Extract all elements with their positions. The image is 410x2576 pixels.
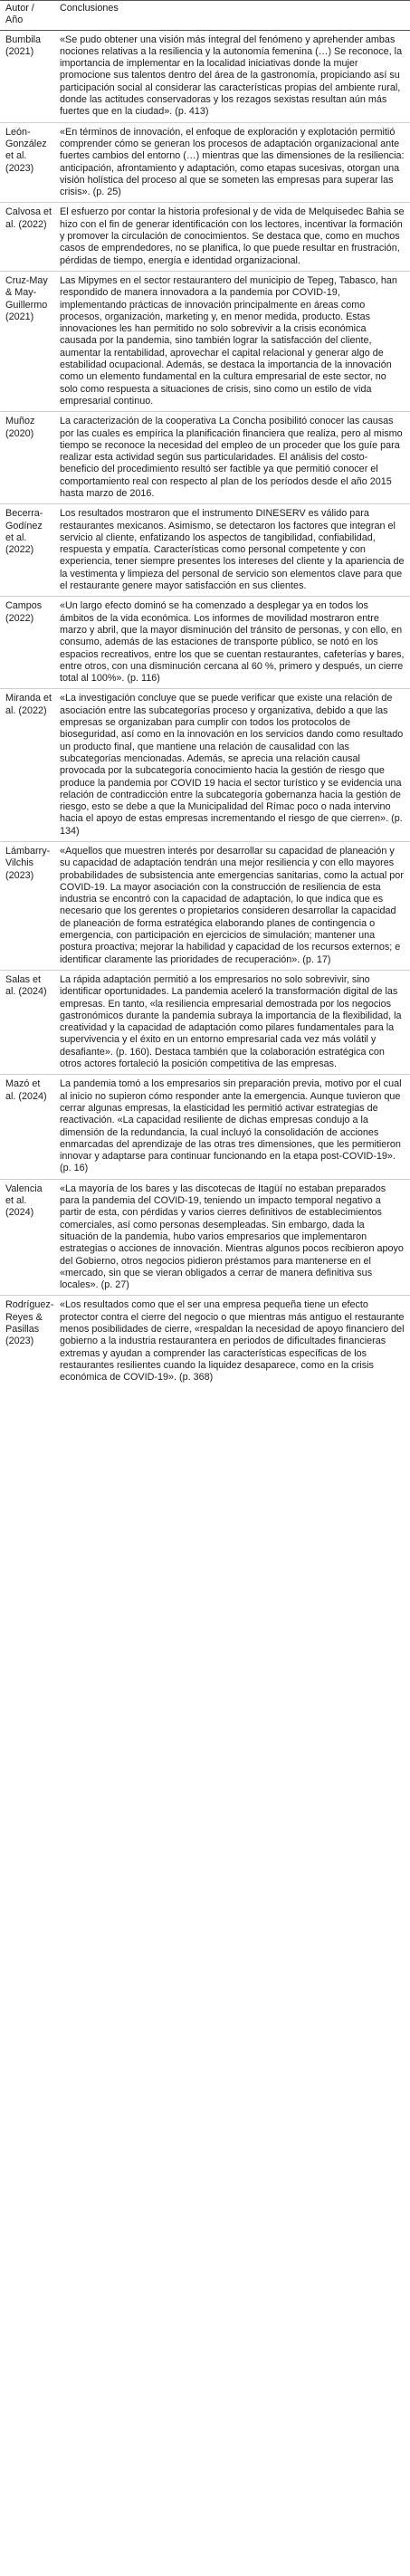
table-row: [0, 30, 410, 122]
table-row: [0, 1179, 410, 1296]
row-author: Becerra-Godínez et al. (2022): [0, 504, 54, 597]
table-row: [0, 597, 410, 689]
table-header-row: [0, 1, 410, 31]
row-conclusion: Las Mipymes en el sector restaurantero del municipio de Tepeg, Tabasco, han respondido de manera innovadora a la pandemia por COVID-19, implementando prácticas de innovación principalmente en áreas como procesos, organización, marketing y, en menor medida, producto. Estas innovaciones les han permitido no solo sobrevivir a la crisis económica causada por la pandemia, sino también lograr la satisfacción del cliente, aumentar la rentabilidad, aprovechar el capital relacional y generar algo de estabilidad ocupacional. Además, se destaca la importancia de la innovación como un elemento fundamental en la cultura empresarial de este sector, no solo como respuesta a situaciones de crisis, sino como un estilo de vida empresarial continuo.: [54, 271, 410, 411]
table-row: [0, 970, 410, 1074]
row-author: Calvosa et al. (2022): [0, 203, 54, 271]
table-row: [0, 1296, 410, 1388]
table-row: [0, 203, 410, 271]
conclusions-header: Conclusiones: [54, 1, 410, 31]
row-conclusion: La pandemia tomó a los empresarios sin preparación previa, motivo por el cual al inicio no supieron cómo responder ante la emergencia. Aunque tuvieron que cerrar algunas empresas, la elasticidad les permitió activar estrategias de reactivación. «La capacidad resiliente de dichas empresas condujo a la dimensión de la redundancia, la cual incluyó la consolidación de acciones enmarcadas del aprendizaje de las otras tres dimensiones, que les permitieron innovar y adaptarse para continuar funcionando en la etapa post-COVID-19». (p. 16): [54, 1075, 410, 1179]
row-author: Miranda et al. (2022): [0, 689, 54, 842]
row-author: Bumbila (2021): [5, 34, 42, 57]
row-author: León-González et al. (2023): [0, 122, 54, 203]
row-conclusion: «En términos de innovación, el enfoque de exploración y explotación permitió comprender cómo se generan los procesos de adaptación organizacional ante fuertes cambios del entorno (…) mientras que las dimensiones de la resiliencia: anticipación, afrontamiento y adaptación, como etapas sucesivas, otorgan una visión holística del proceso al que se someten las empresas para superar las crisis». (p. 25): [54, 122, 410, 203]
row-author: Rodríguez-Reyes & Pasillas (2023): [0, 1296, 54, 1388]
row-author: Campos (2022): [0, 597, 54, 689]
row-conclusion: «Un largo efecto dominó se ha comenzado a desplegar ya en todos los ámbitos de la vida económica. Los informes de movilidad mostraron entre marzo y abril, que la mayor disminución del tránsito de personas, y con ello, en consumo, además de las estaciones de transporte público, se notó en los espacios recreativos, entre los que se cuentan restaurantes, cafeterías y bares, entre otros, con una disminución cercana al 60 %, primero y después, un cierre total al 100%». (p. 116): [54, 597, 410, 689]
row-conclusion: La caracterización de la cooperativa La Concha posibilitó conocer las causas por las cuales es empírica la planificación financiera que realiza, pero al mismo tiempo se reconoce la necesidad del empleo de un proceder que los guíe para realizar esta actividad según sus particularidades. El análisis del costo-beneficio del procedimiento resultó ser factible ya que permitió conocer el comportamiento real con respecto al plan de los períodos desde el año 2015 hasta marzo de 2016.: [54, 412, 410, 504]
row-conclusion: Los resultados mostraron que el instrumento DINESERV es válido para restaurantes mexicanos. Asimismo, se detectaron los factores que integran el servicio al cliente, enfatizando los aspectos de tangibilidad, confiabilidad, respuesta y empatía. Características como personal competente y con experiencia, tener siempre presentes los intereses del cliente y la apariencia de la vestimenta y limpieza del personal de servicio son elementos clave para que el restaurante genere mayor satisfacción en sus clientes.: [54, 504, 410, 597]
table-header: [0, 1, 410, 31]
author-year-header: Autor / Año: [0, 1, 54, 31]
table-row: [0, 504, 410, 597]
row-conclusion: «Los resultados como que el ser una empresa pequeña tiene un efecto protector contra el cierre del negocio o que mientras más antiguo el restaurante menos posibilidades de cierre, «respaldan la necesidad de apoyo financiero del gobierno a la industria restaurantera en periodos de dificultades financieras extremas y ayudan a comprender las características específicas de los restaurantes resilientes cuando la liquidez desaparece, como en la crisis económica de COVID-19». (p. 368): [54, 1296, 410, 1388]
row-author: Valencia et al. (2024): [0, 1179, 54, 1296]
table-body: [0, 30, 410, 1387]
table-row: [0, 689, 410, 842]
row-conclusion: «La mayoría de los bares y las discotecas de Itagüí no estaban preparados para la pandemia del COVID-19, teniendo un impacto temporal negativo a partir de esta, con pérdidas y varios cierres definitivos de establecimientos comerciales, así como personas desempleadas. Sin embargo, dada la situación de la pandemia, hubo varios empresarios que implementaron estrategias o acciones de innovación. Mientras algunos pocos recibieron apoyo del Gobierno, otros negocios pidieron préstamos para mantenerse en el «mercado, sin que se vieran obligados a cerrar de manera definitiva sus locales». (p. 27): [54, 1179, 410, 1296]
row-author: Salas et al. (2024): [0, 970, 54, 1074]
row-conclusion: «Aquellos que muestren interés por desarrollar su capacidad de planeación y su capacidad de adaptación tendrán una mejor resiliencia y con ello mayores probabilidades de subsistencia ante emergencias sanitarias, como la actual por COVID-19. La mayor asociación con la construcción de resiliencia de esta industria se encontró con la capacidad de adaptación, lo que indica que es necesario que los gerentes o propietarios consideren desarrollar la capacidad de planeación de forma estratégica elaborando planes de contingencia o emergencia, con participación en ejercicios de simulación; mantener una postura proactiva; mejorar la habilidad y capacidad de los recursos externos; e identificar claramente las prioridades de recuperación». (p. 17): [54, 842, 410, 971]
row-author: Muñoz (2020): [0, 412, 54, 504]
row-author: Mazó et al. (2024): [0, 1075, 54, 1179]
table-row: [0, 122, 410, 203]
table-row: [0, 271, 410, 411]
row-author: Lámbarry-Vilchis (2023): [0, 842, 54, 971]
row-author: Cruz-May & May-Guillermo (2021): [0, 271, 54, 411]
row-conclusion: «Se pudo obtener una visión más íntegral del fenómeno y aprehender ambas nociones relativas a la resiliencia y la autonomía femenina (…) Se reconoce, la importancia de implementar en la localidad iniciativas donde la mujer promocione sus talentos dentro del área de la gastronomía, propiciando así su participación social al considerar las características propias del ambiente rural, donde las actitudes conservadoras y los rezagos sexistas resultan aún más fuertes que en la ciudad». (p. 413): [60, 34, 403, 118]
row-conclusion: «La investigación concluye que se puede verificar que existe una relación de asociación entre las subcategorías proceso y organizativa, debido a que las empresas se organizaban para cumplir con todos los protocolos de bioseguridad, así como en la innovación en los servicios dando como resultado un producto final, que mantiene una relación de causalidad con las subcategorías mencionadas. Además, se aprecia una relación causal provocada por la subcategoría conocimiento hacia la gestión de riesgo que produce la pandemia por COVID 19 hacia el sector turístico y se evidencia una relación de contradicción entre la subcategoría gobernanza hacia la gestión de riesgo, esto se debe a que la Municipalidad del Rímac poco o nada intervino hacia el apoyo de estas empresas incrementando el riesgo de que cierren». (p. 134): [54, 689, 410, 842]
table-row: [0, 412, 410, 504]
row-conclusion: La rápida adaptación permitió a los empresarios no solo sobrevivir, sino identificar oportunidades. La pandemia aceleró la transformación digital de las empresas. En tanto, «la resiliencia empresarial demostrada por los negocios gastronómicos durante la pandemia subraya la importancia de la flexibilidad, la creatividad y la capacidad de adaptación como pilares fundamentales para la supervivencia y el éxito en un entorno empresarial cada vez más volátil y desafiante». (p. 160). Destaca también que la colaboración estratégica con otros actores fortaleció la posición competitiva de las empresas.: [54, 970, 410, 1074]
table-row: [0, 1075, 410, 1179]
table-row: [0, 842, 410, 971]
row-conclusion: El esfuerzo por contar la historia profesional y de vida de Melquisedec Bahia se hizo con el fin de generar identificación con los lectores, incentivar la formación y promover la circulación de conocimientos. Se destaca que, como en muchos casos de emprendedores, no se planifica, lo que puede resultar en frustración, pérdidas de tiempo, energía e identidad organizacional.: [54, 203, 410, 271]
